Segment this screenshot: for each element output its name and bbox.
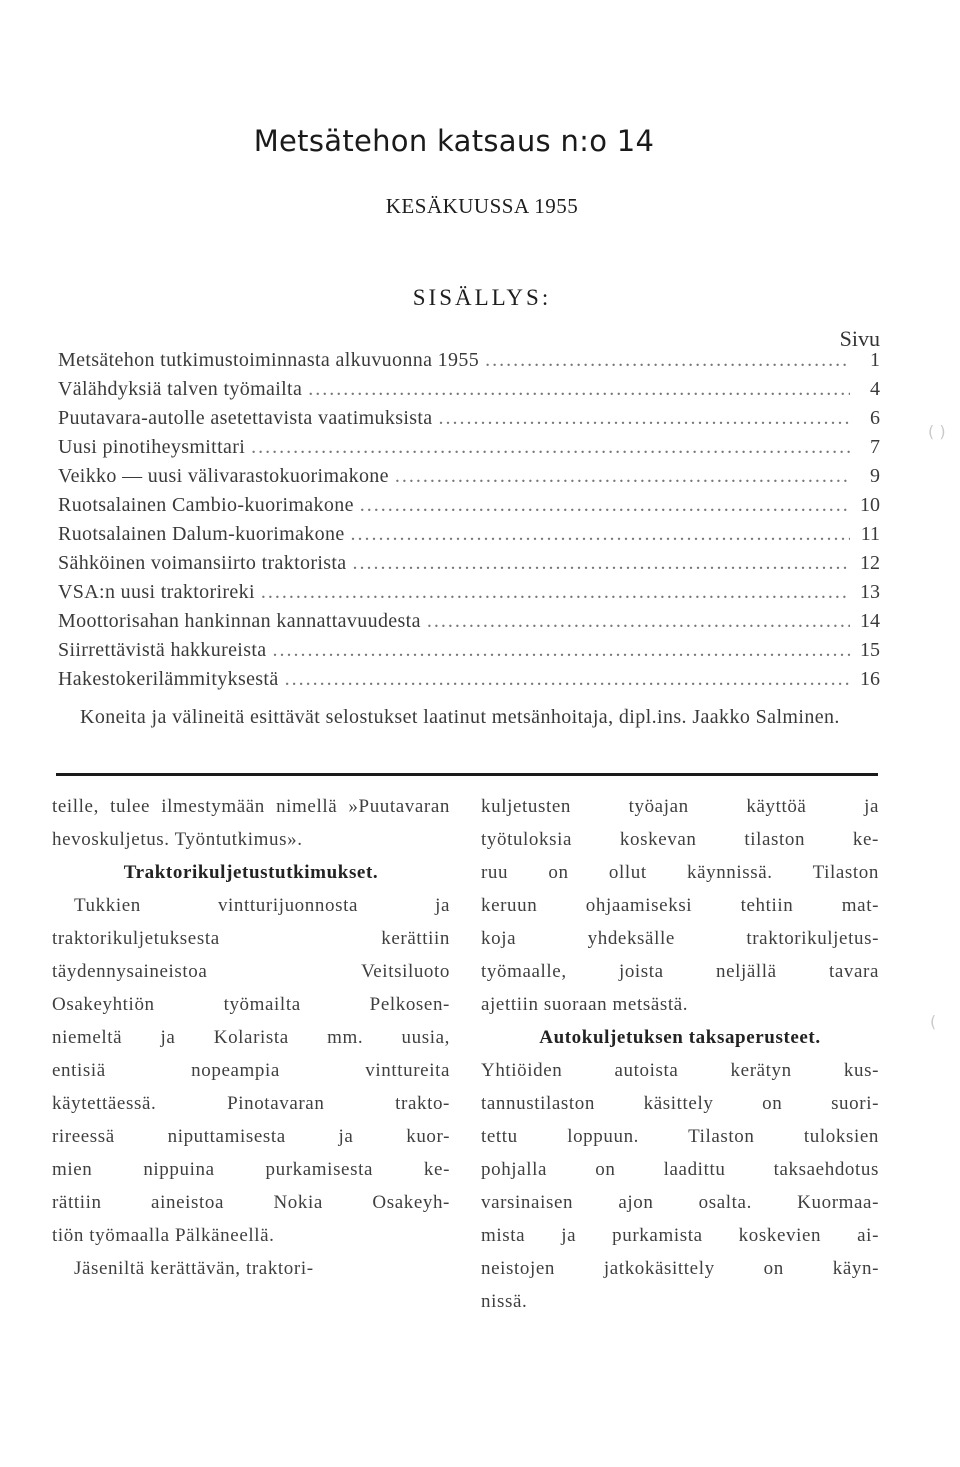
left-line: Tukkien vintturijuonnosta ja bbox=[74, 895, 450, 916]
toc-entry bbox=[58, 378, 880, 407]
left-line: traktorikuljetuksesta kerättiin bbox=[52, 928, 450, 949]
toc-entry-title: VSA:n uusi traktorireki bbox=[58, 581, 255, 603]
left-line: mien nippuina purkamisesta ke- bbox=[52, 1159, 450, 1180]
scan-margin-mark: ( ) bbox=[928, 422, 946, 441]
right-line: työtuloksia koskevan tilaston ke- bbox=[481, 829, 879, 850]
toc-entry bbox=[58, 639, 880, 668]
toc-leader-dots bbox=[308, 378, 850, 401]
toc-entry-page: 12 bbox=[860, 552, 880, 574]
toc-entry bbox=[58, 494, 880, 523]
right-line: kuljetusten työajan käyttöä ja bbox=[481, 796, 879, 817]
right-line: työmaalle, joista neljällä tavara bbox=[481, 961, 879, 982]
toc-heading bbox=[0, 285, 960, 311]
author-note bbox=[58, 702, 884, 733]
right-line: nissä. bbox=[481, 1291, 528, 1312]
right-line: tettu loppuun. Tilaston tuloksien bbox=[481, 1126, 879, 1147]
toc-entry bbox=[58, 436, 880, 465]
toc-entry-page: 11 bbox=[860, 523, 880, 545]
right-line: tannustilaston käsittely on suori- bbox=[481, 1093, 879, 1114]
toc-entry-title: Siirrettävistä hakkureista bbox=[58, 639, 267, 661]
issue-date-text: KESÄKUUSSA 1955 bbox=[385, 194, 579, 218]
scan-margin-mark: ( bbox=[930, 1012, 937, 1031]
toc-entry bbox=[58, 523, 880, 552]
right-column bbox=[481, 790, 879, 1318]
right-line: varsinaisen ajon osalta. Kuormaa- bbox=[481, 1192, 879, 1213]
toc-entry-page: 6 bbox=[870, 407, 880, 429]
toc-entry-title: Hakestokerilämmityksestä bbox=[58, 668, 279, 690]
document-title-text: Metsätehon katsaus n:o 14 bbox=[253, 124, 655, 158]
toc-entry-page: 7 bbox=[870, 436, 880, 458]
left-paragraph-3: Jäseniltä kerättävän, traktori- bbox=[74, 1258, 314, 1279]
left-line: niemeltä ja Kolarista mm. uusia, bbox=[52, 1027, 450, 1048]
toc-entry-page: 16 bbox=[860, 668, 880, 690]
toc-leader-dots bbox=[427, 610, 850, 633]
toc-entry bbox=[58, 668, 880, 697]
toc-leader-dots bbox=[251, 436, 850, 459]
toc-entry bbox=[58, 610, 880, 639]
right-line: ruu on ollut käynnissä. Tilaston bbox=[481, 862, 879, 883]
toc-entry-page: 13 bbox=[860, 581, 880, 603]
section-divider bbox=[56, 773, 878, 776]
author-note-text: Koneita ja välineitä esittävät selostukset laatinut metsänhoitaja, dipl.ins. Jaakko Salminen. bbox=[80, 706, 840, 728]
toc-entry-page: 9 bbox=[870, 465, 880, 487]
toc-entry-page: 10 bbox=[860, 494, 880, 516]
right-line: pohjalla on laadittu taksaehdotus bbox=[481, 1159, 879, 1180]
toc-entry-title: Välähdyksiä talven työmailta bbox=[58, 378, 303, 400]
right-line: ajettiin suoraan metsästä. bbox=[481, 994, 689, 1015]
toc-entry-page: 15 bbox=[860, 639, 880, 661]
left-line: rättiin aineistoa Nokia Osakeyh- bbox=[52, 1192, 450, 1213]
toc-entry-title: Puutavara-autolle asetettavista vaatimuksista bbox=[58, 407, 433, 429]
toc-leader-dots bbox=[353, 552, 850, 575]
toc-entry-page: 4 bbox=[870, 378, 880, 400]
left-line: tiön työmaalla Pälkäneellä. bbox=[52, 1225, 275, 1246]
toc-entry-title: Ruotsalainen Cambio-kuorimakone bbox=[58, 494, 354, 516]
toc-entry-page: 14 bbox=[860, 610, 880, 632]
table-of-contents bbox=[58, 349, 880, 697]
left-paragraph-1: teille, tulee ilmestymään nimellä »Puutavaran hevoskuljetus. Työntutkimus». bbox=[52, 796, 450, 850]
left-line: Osakeyhtiön työmailta Pelkosen- bbox=[52, 994, 450, 1015]
right-line: Yhtiöiden autoista kerätyn kus- bbox=[481, 1060, 879, 1081]
left-line: rireessä niputtamisesta ja kuor- bbox=[52, 1126, 450, 1147]
section-heading-tractor: Traktorikuljetustutkimukset. bbox=[123, 862, 379, 883]
toc-entry-title: Uusi pinotiheysmittari bbox=[58, 436, 246, 458]
toc-leader-dots bbox=[485, 349, 850, 372]
issue-date bbox=[0, 194, 960, 219]
toc-entry bbox=[58, 407, 880, 436]
left-line: käytettäessä. Pinotavaran trakto- bbox=[52, 1093, 450, 1114]
right-line: neistojen jatkokäsittely on käyn- bbox=[481, 1258, 879, 1279]
toc-leader-dots bbox=[351, 523, 850, 546]
document-title bbox=[0, 124, 960, 158]
left-line: täydennysaineistoa Veitsiluoto bbox=[52, 961, 450, 982]
toc-leader-dots bbox=[360, 494, 850, 517]
toc-entry-title: Sähköinen voimansiirto traktorista bbox=[58, 552, 347, 574]
toc-entry-title: Metsätehon tutkimustoiminnasta alkuvuonna 1955 bbox=[58, 349, 480, 371]
toc-leader-dots bbox=[285, 668, 850, 691]
section-heading-truck: Autokuljetuksen taksaperusteet. bbox=[539, 1027, 821, 1048]
toc-entry bbox=[58, 581, 880, 610]
toc-entry-page: 1 bbox=[870, 349, 880, 371]
toc-leader-dots bbox=[395, 465, 850, 488]
right-line: mista ja purkamista koskevien ai- bbox=[481, 1225, 879, 1246]
toc-entry-title: Moottorisahan hankinnan kannattavuudesta bbox=[58, 610, 421, 632]
toc-leader-dots bbox=[261, 581, 850, 604]
toc-entry bbox=[58, 349, 880, 378]
right-line: keruun ohjaamiseksi tehtiin mat- bbox=[481, 895, 879, 916]
toc-entry bbox=[58, 552, 880, 581]
left-line: entisiä nopeampia vinttureita bbox=[52, 1060, 450, 1081]
left-column bbox=[52, 790, 450, 1285]
toc-heading-text: SISÄLLYS: bbox=[412, 285, 552, 310]
toc-leader-dots bbox=[439, 407, 850, 430]
toc-page-label: Sivu bbox=[839, 326, 880, 351]
toc-entry-title: Veikko — uusi välivarastokuorimakone bbox=[58, 465, 389, 487]
right-line: koja yhdeksälle traktorikuljetus- bbox=[481, 928, 879, 949]
toc-leader-dots bbox=[273, 639, 851, 662]
toc-entry-title: Ruotsalainen Dalum-kuorimakone bbox=[58, 523, 345, 545]
toc-entry bbox=[58, 465, 880, 494]
